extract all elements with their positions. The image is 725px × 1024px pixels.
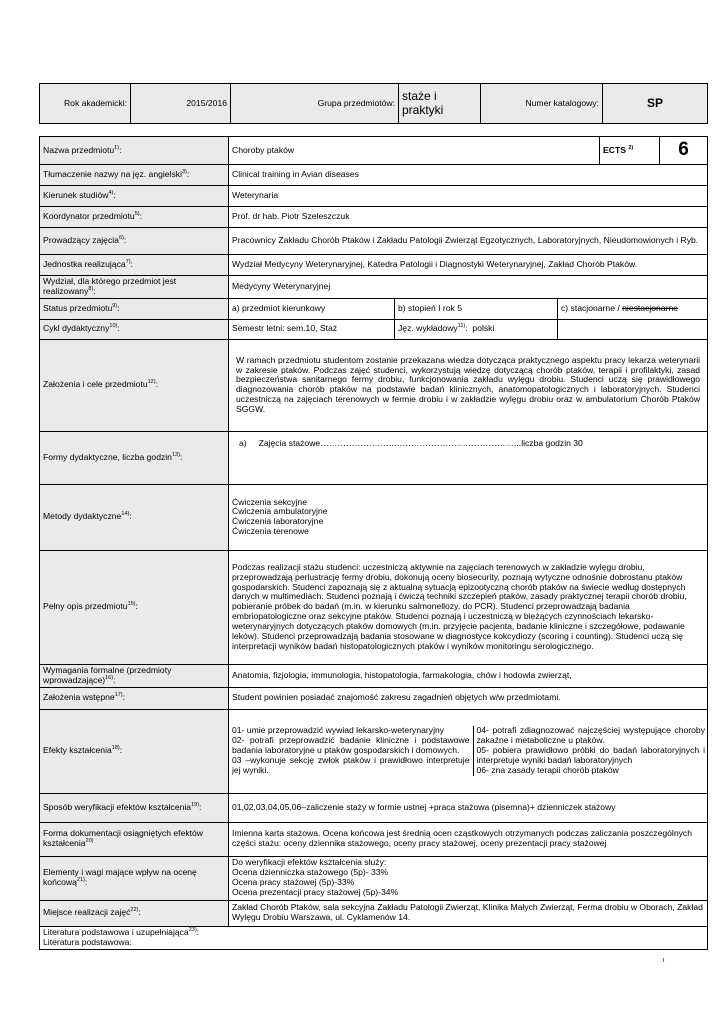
opis-value: Podczas realizacji stażu studenci: uczestniczą aktywnie na zajęciach terenowych w zakładzie wylęgu drobiu, przeprowadzają perlustrację fermy drobiu, dokonują oceny biosecurity, poznają wytyczne odnośnie dobrostanu ptaków gospodarskich. Studenci zapoznają się z aktualną sytuacją epizootyczną chorób ptaków na świecie według dostępnych danych w multimediach. Studenci poznają i ćwiczą techniki szczepień ptaków, zasady praktycznej terapii chorób drobiu, pobieranie próbek do badań (m.in. w kierunku salmonellozy, do PCR). Studenci przeprowadzają badania embriopatologiczne oraz sekcyjne ptaków. Studenci poznają i uczestniczą w bieżących czynnościach lekarsko- weterynaryjnych dotyczących ptaków domowych (m.in. przyjęcie pacjenta, badanie kliniczne i szczegółowe, podawanie leków). Studenci przeprowadzają badania stosowane w diagnostyce kokcydiozy (scoring i counting). Studenci uczą się interpretacji wyników badań histopatologicznych ptaków i wyników monitoringu serologicznego. xyxy=(229,550,708,664)
header-table xyxy=(39,83,708,124)
formy-value: a) Zajęcia stażowe……………………..……………………………………...liczba godzin 30 xyxy=(229,431,708,484)
cykl-empty xyxy=(558,319,708,339)
rok-akademicki-value: 2015/2016 xyxy=(131,84,231,124)
row-wydzial: Wydział, dla którego przedmiot jest realizowany$^{8)}$: Medycyny Weterynaryjnej xyxy=(40,276,708,299)
row-prowadzacy: Prowadzący zajęcia$^{6)}$: Pracownicy Zakładu Chorób Ptaków i Zakładu Patologii Zwierząt Egzotycznych, Laboratoryjnych, Nieudomowionych i Ryb. xyxy=(40,228,708,255)
row-zalozenia-wstepne: Założenia wstępne$^{17)}$: Student powinien posiadać znajomość zakresu zagadnień objętych w/w przedmiotami. xyxy=(40,687,708,709)
metody-item: Ćwiczenia terenowe xyxy=(232,526,309,537)
status-b: b) stopień I rok 5 xyxy=(395,298,558,319)
jezyk-wykladowy: Jęz. wykładowy$^{11)}$: polski xyxy=(395,319,558,339)
efekty-value xyxy=(229,709,708,793)
sposob-value: 01,02,03,04,05,06–zaliczenie staży w formie ustnej +praca stażowa (pisemna)+ dzienniczek stażowy xyxy=(229,793,708,822)
row-miejsce: Miejsce realizacji zajęć$^{22)}$: Zakład Chorób Ptaków, sala sekcyjna Zakładu Patologii Zwierząt, Klinika Małych Zwierząt, Ferma drobiu w Oborach, Zakład Wylęgu Drobiu Warszawa, ul. Cyklamenów 14. xyxy=(40,900,708,926)
row-tlumaczenie: Tłumaczenie nazwy na jęz. angielski$^{3)}$: Clinical training in Avian diseases xyxy=(40,165,708,186)
numer-katalogowy-label: Numer katalogowy: xyxy=(481,84,603,124)
miejsce-value: Zakład Chorób Ptaków, sala sekcyjna Zakładu Patologii Zwierząt, Klinika Małych Zwierząt, Ferma drobiu w Oborach, Zakład Wylęgu Drobiu Warszawa, ul. Cyklamenów 14. xyxy=(229,900,708,926)
row-nazwa xyxy=(40,137,708,165)
kierunek-value: Weterynaria xyxy=(229,186,708,207)
jednostka-value: Wydział Medycyny Weterynaryjnej, Katedra Patologii i Diagnostyki Weterynaryjnej, Zakład Chorób Ptaków. xyxy=(229,255,708,276)
row-koordynator: Koordynator przedmiotu$^{5)}$: Prof. dr hab. Piotr Szeleszczuk xyxy=(40,207,708,228)
zalozenia-cele-value: W ramach przedmiotu studentom zostanie przekazana wiedza dotycząca praktycznego aspektu pracy lekarza weterynarii w zakresie ptaków. Podczas zajęć studenci, wykorzystują wiedzę dotyczącą chorób ptaków, terapii i profilaktyki, zasad bezpieczeństwa sanitarnego fermy drobiu, funkcjonowania zakładu wylęgu drobiu. Studenci uczą się prawidłowego diagnozowania chorób ptaków na podstawie badań klinicznych, anatomopatologicznych i laboratoryjnych. Studenci uczestniczą na zajęciach terenowych w fermie drobiu i w zakładzie wylęgu drobiu oraz w ambulatorium Chorób Ptaków SGGW. xyxy=(229,339,708,431)
syllabus-table xyxy=(39,136,708,950)
metody-item: Ćwiczenia sekcyjne xyxy=(232,496,307,507)
metody-value xyxy=(229,484,708,550)
elementy-value: Do weryfikacji efektów kształcenia służy: Ocena dzienniczka stażowego (5p)- 33% Ocena pracy stażowej (5p)-33% Ocena prezentacji pracy stażowej (5p)-34% xyxy=(229,856,708,900)
row-metody: Metody dydaktyczne$^{14)}$: Ćwiczenia sekcyjne Ćwiczenia ambulatoryjne Ćwiczenia laboratoryjne Ćwiczenia terenowe xyxy=(40,484,708,550)
page-number: 1 xyxy=(662,958,665,964)
efekty-left: 01- umie przeprowadzić wywiad lekarsko-weterynaryjny 02- potrafi przeprowadzić badanie kliniczne i podstawowe badania laboratoryjne u ptaków gospodarskich i domowych. 03 –wykonuje sekcję zwłok ptaków i prawidłowo interpretuje jej wyniki. xyxy=(229,726,473,776)
grupa-przedmiotow-value: staże i praktyki xyxy=(399,84,481,124)
ects-value: 6 xyxy=(660,137,708,165)
row-kierunek: Kierunek studiów$^{4)}$: Weterynaria xyxy=(40,186,708,207)
koordynator-value: Prof. dr hab. Piotr Szeleszczuk xyxy=(229,207,708,228)
row-elementy: Elementy i wagi mające wpływ na ocenę końcową$^{21)}$: Do weryfikacji efektów kształcenia służy: Ocena dzienniczka stażowego (5p)- 33% Ocena pracy stażowej (5p)-33% Ocena prezentacji pracy stażowej (5p)-34% xyxy=(40,856,708,900)
grupa-przedmiotow-label: Grupa przedmiotów: xyxy=(231,84,399,124)
literatura-cell: Literatura podstawowa i uzupełniająca$^{23)}$: Literatura podstawowa: xyxy=(40,926,708,949)
row-status: Status przedmiotu$^{9)}$: a) przedmiot kierunkowy b) stopień I rok 5 c) stacjonarne / niestacjonarne xyxy=(40,298,708,319)
row-sposob: Sposób weryfikacji efektów kształcenia$^{19)}$: 01,02,03,04,05,06–zaliczenie staży w formie ustnej +praca stażowa (pisemna)+ dzienniczek stażowy xyxy=(40,793,708,822)
row-cykl: Cykl dydaktyczny$^{10)}$: Semestr letni: sem.10, Staż Jęz. wykładowy$^{11)}$: polski xyxy=(40,319,708,339)
status-a: a) przedmiot kierunkowy xyxy=(229,298,395,319)
status-c: c) stacjonarne / niestacjonarne xyxy=(558,298,708,319)
metody-item: Ćwiczenia laboratoryjne xyxy=(232,516,324,527)
prowadzacy-value: Pracownicy Zakładu Chorób Ptaków i Zakładu Patologii Zwierząt Egzotycznych, Laboratoryjnych, Nieudomowionych i Ryb. xyxy=(229,228,708,255)
zalozenia-wstepne-value: Student powinien posiadać znajomość zakresu zagadnień objętych w/w przedmiotami. xyxy=(229,687,708,709)
row-forma-dok: Forma dokumentacji osiągniętych efektów kształcenia$^{20)}$ Imienna karta stażowa. Ocena końcowa jest średnią ocen cząstkowych otrzymanych podczas zaliczania poszczególnych części stażu: oceny dziennika stażowego, oceny pracy stażowej, oceny prezentacji pracy stażowej xyxy=(40,822,708,856)
row-jednostka: Jednostka realizująca$^{7)}$: Wydział Medycyny Weterynaryjnej, Katedra Patologii i Diagnostyki Weterynaryjnej, Zakład Chorób Ptaków. xyxy=(40,255,708,276)
wydzial-value: Medycyny Weterynaryjnej xyxy=(229,276,708,299)
nazwa-label: Nazwa przedmiotu$^{1)}$: xyxy=(40,137,229,165)
row-zalozenia-cele: Założenia i cele przedmiotu$^{12)}$: W ramach przedmiotu studentom zostanie przekazana wiedza dotycząca praktycznego aspektu pracy lekarza weterynarii w zakresie ptaków. Podczas zajęć studenci, wykorzystują wiedzę dotyczącą chorób ptaków, terapii i profilaktyki, zasad bezpieczeństwa sanitarnego fermy drobiu, funkcjonowania zakładu wylęgu drobiu. Studenci uczą się prawidłowego diagnozowania chorób ptaków na podstawie badań klinicznych, anatomopatologicznych i laboratoryjnych. Studenci uczestniczą na zajęciach terenowych w fermie drobiu i w zakładzie wylęgu drobiu oraz w ambulatorium Chorób Ptaków SGGW. xyxy=(40,339,708,431)
metody-item: Ćwiczenia ambulatoryjne xyxy=(232,506,328,517)
tlumaczenie-value: Clinical training in Avian diseases xyxy=(229,165,708,186)
efekty-right: 04- potrafi zdiagnozować najczęściej występujące choroby zakaźne i metaboliczne u ptaków. 05- pobiera prawidłowo próbki do badań laboratoryjnych i interpretuje wyniki badań laboratoryjnych 06- zna zasady terapii chorób ptaków xyxy=(476,726,705,776)
row-opis: Pełny opis przedmiotu$^{15)}$: Podczas realizacji stażu studenci: uczestniczą aktywnie na zajęciach terenowych w zakładzie wylęgu drobiu, przeprowadzają perlustrację fermy drobiu, dokonują oceny biosecurity, poznają wytyczne odnośnie dobrostanu ptaków gospodarskich. Studenci zapoznają się z aktualną sytuacją epizootyczną chorób ptaków na świecie według dostępnych danych w multimediach. Studenci poznają i ćwiczą techniki szczepień ptaków, zasady praktycznej terapii chorób drobiu, pobieranie próbek do badań (m.in. w kierunku salmonellozy, do PCR). Studenci przeprowadzają badania embriopatologiczne oraz sekcyjne ptaków. Studenci poznają i uczestniczą w bieżących czynnościach lekarsko- weterynaryjnych dotyczących ptaków domowych (m.in. przyjęcie pacjenta, badanie kliniczne i szczegółowe, podawanie leków). Studenci przeprowadzają badania stosowane w diagnostyce kokcydiozy (scoring i counting). Studenci uczą się interpretacji wyników badań histopatologicznych ptaków i wyników monitoringu serologicznego. xyxy=(40,550,708,664)
row-formy: Formy dydaktyczne, liczba godzin$^{13)}$: a) Zajęcia stażowe……………………..……………………………………...liczba godzin 30 xyxy=(40,431,708,484)
row-literatura xyxy=(40,926,708,949)
ects-label: ECTS $^{2)}$ xyxy=(600,137,660,165)
row-wymagania: Wymagania formalne (przedmioty wprowadzające)$^{16)}$: Anatomia, fizjologia, immunologia, histopatologia, farmakologia, chów i hodowla zwierząt, xyxy=(40,664,708,687)
wymagania-value: Anatomia, fizjologia, immunologia, histopatologia, farmakologia, chów i hodowla zwierząt, xyxy=(229,664,708,687)
nazwa-value: Choroby ptaków xyxy=(229,137,600,165)
cykl-semestr: Semestr letni: sem.10, Staż xyxy=(229,319,395,339)
row-efekty: Efekty kształcenia$^{18)}$: 01- umie przeprowadzić wywiad lekarsko-weterynaryjny 02- potrafi przeprowadzić badanie kliniczne i podstawowe badania laboratoryjne u ptaków gospodarskich i domowych. 03 –wykonuje sekcję zwłok ptaków i prawidłowo interpretuje jej wyniki. 04- potrafi zdiagnozować najczęściej występujące choroby zakaźne i metaboliczne u ptaków. 05- pobiera prawidłowo próbki do badań laboratoryjnych i interpretuje wyniki badań laboratoryjnych 06- zna zasady terapii chorób ptaków xyxy=(40,709,708,793)
rok-akademicki-label: Rok akademicki: xyxy=(40,84,131,124)
forma-dok-value: Imienna karta stażowa. Ocena końcowa jest średnią ocen cząstkowych otrzymanych podczas zaliczania poszczególnych części stażu: oceny dziennika stażowego, oceny pracy stażowej, oceny prezentacji pracy stażowej xyxy=(229,822,708,856)
numer-katalogowy-value: SP xyxy=(603,84,708,124)
